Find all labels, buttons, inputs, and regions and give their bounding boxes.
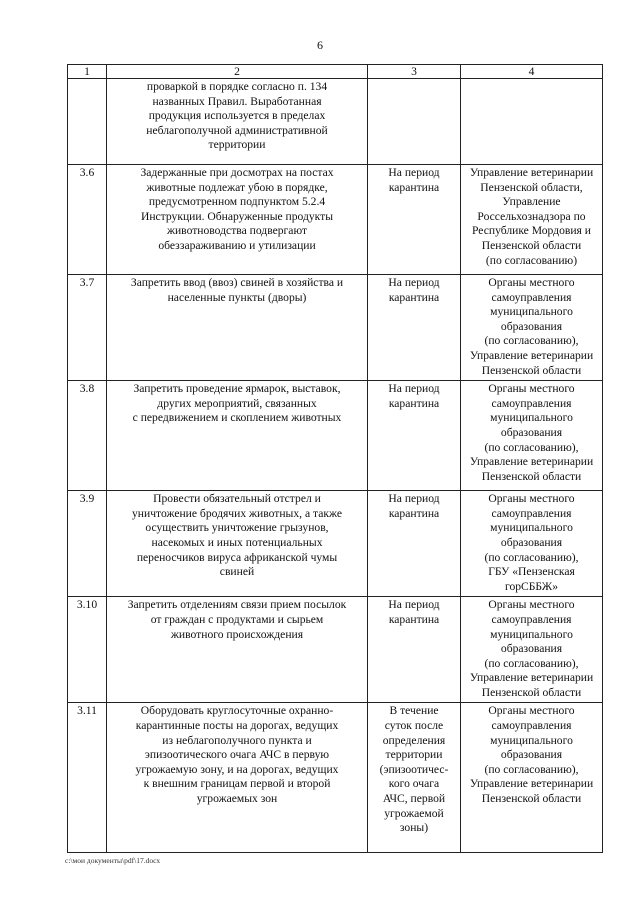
table-row [68, 597, 603, 703]
table-row [68, 275, 603, 381]
row-number-cell [68, 79, 107, 165]
header-cell-3: 3 [368, 65, 461, 79]
table-row [68, 491, 603, 597]
row-number-cell: 3.6 [68, 165, 107, 275]
term-cell: На период карантина [368, 597, 461, 703]
action-cell: Запретить отделениям связи прием посылок от граждан с продуктами и сырьем животного происхождения [107, 597, 368, 703]
row-number-cell: 3.11 [68, 703, 107, 853]
table-row [68, 79, 603, 165]
term-cell: На период карантина [368, 275, 461, 381]
table-header-row [68, 65, 603, 79]
header-cell-2: 2 [107, 65, 368, 79]
row-number-cell: 3.9 [68, 491, 107, 597]
term-cell: На период карантина [368, 381, 461, 491]
action-cell: Провести обязательный отстрел и уничтожение бродячих животных, а также осуществить уничтожение грызунов, насекомых и иных потенциальных переносчиков вируса африканской чумы свиней [107, 491, 368, 597]
action-cell: Оборудовать круглосуточные охранно- карантинные посты на дорогах, ведущих из неблагополучного пункта и эпизоотического очага АЧС в первую угрожаемую зону, и на дорогах, ведущих к внешним границам первой и второй угрожаемых зон [107, 703, 368, 853]
responsible-cell: Управление ветеринарии Пензенской области, Управление Россельхознадзора по Республике Мордовия и Пензенской области (по согласованию) [461, 165, 603, 275]
term-cell: На период карантина [368, 491, 461, 597]
table-row [68, 703, 603, 853]
header-cell-1: 1 [68, 65, 107, 79]
term-cell [368, 79, 461, 165]
responsible-cell: Органы местного самоуправления муниципального образования (по согласованию), Управление ветеринарии Пензенской области [461, 275, 603, 381]
action-cell: Запретить ввод (ввоз) свиней в хозяйства и населенные пункты (дворы) [107, 275, 368, 381]
responsible-cell: Органы местного самоуправления муниципального образования (по согласованию), Управление ветеринарии Пензенской области [461, 597, 603, 703]
responsible-cell [461, 79, 603, 165]
table-row [68, 165, 603, 275]
table-row [68, 381, 603, 491]
action-cell: Задержанные при досмотрах на постах животные подлежат убою в порядке, предусмотренном подпунктом 5.2.4 Инструкции. Обнаруженные продукты животноводства подвергают обеззараживанию и утилизации [107, 165, 368, 275]
page-number: 6 [317, 38, 323, 52]
action-cell: Запретить проведение ярмарок, выставок, других мероприятий, связанных с передвижением и скоплением животных [107, 381, 368, 491]
responsible-cell: Органы местного самоуправления муниципального образования (по согласованию), Управление ветеринарии Пензенской области [461, 381, 603, 491]
header-cell-4: 4 [461, 65, 603, 79]
file-path-footer: c:\мои документы\pdf\17.docx [65, 856, 161, 865]
term-cell: В течение суток после определения территории (эпизоотичес- кого очага АЧС, первой угрожаемой зоны) [368, 703, 461, 853]
term-cell: На период карантина [368, 165, 461, 275]
action-cell: проваркой в порядке согласно п. 134 названных Правил. Выработанная продукция используется в пределах неблагополучной административной территории [107, 79, 368, 165]
responsible-cell: Органы местного самоуправления муниципального образования (по согласованию), Управление ветеринарии Пензенской области [461, 703, 603, 853]
row-number-cell: 3.8 [68, 381, 107, 491]
measures-table [67, 64, 603, 853]
responsible-cell: Органы местного самоуправления муниципального образования (по согласованию), ГБУ «Пензенская горСББЖ» [461, 491, 603, 597]
row-number-cell: 3.10 [68, 597, 107, 703]
row-number-cell: 3.7 [68, 275, 107, 381]
